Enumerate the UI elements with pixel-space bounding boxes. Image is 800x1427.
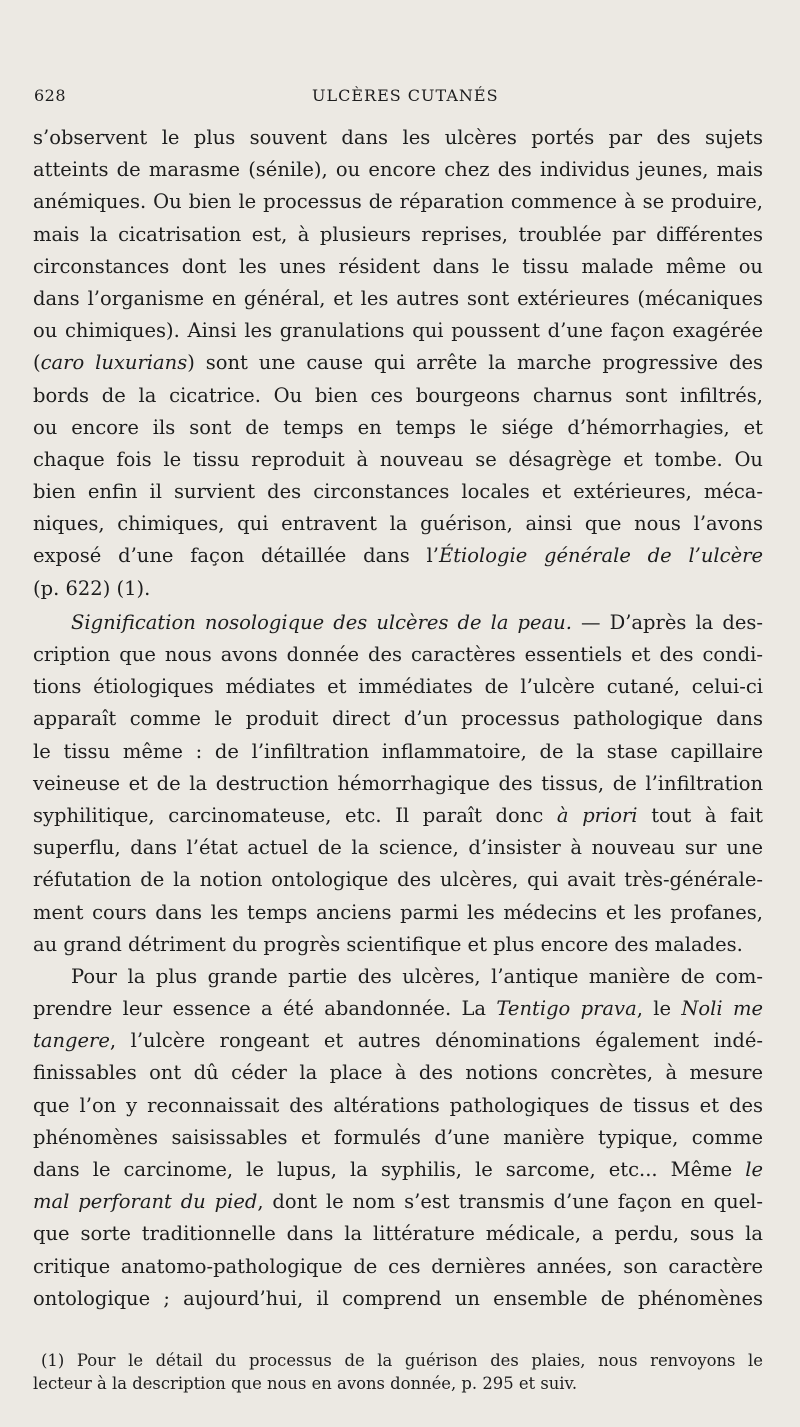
text-line: exposé d’une façon détaillée dans l’Étiologie générale de l’ulcère — [33, 544, 763, 568]
text-line: s’observent le plus souvent dans les ulcères portés par des sujets — [33, 126, 763, 149]
text-line: dans l’organisme en général, et les autres sont extérieures (mécaniques — [33, 286, 763, 310]
body-text — [33, 122, 763, 1315]
footnote-line: (1) Pour le détail du processus de la guérison des plaies, nous renvoyons le — [41, 1351, 763, 1370]
text-line: apparaît comme le produit direct d’un processus pathologique dans — [33, 707, 763, 731]
running-head: ULCÈRES CUTANÉS — [312, 86, 499, 105]
text-line: phénomènes saisissables et formulés d’une manière typique, comme — [33, 1125, 763, 1149]
text-line: tangere, l’ulcère rongeant et autres dénominations également indé- — [33, 1029, 763, 1053]
text-line: ontologique ; aujourd’hui, il comprend un ensemble de phénomènes — [33, 1286, 763, 1310]
text-line: que sorte traditionnelle dans la littérature médicale, a perdu, sous la — [33, 1222, 763, 1246]
text-line: (p. 622) (1). — [33, 576, 151, 600]
text-line: niques, chimiques, qui entravent la guérison, ainsi que nous l’avons — [33, 512, 763, 536]
text-line: prendre leur essence a été abandonnée. La Tentigo prava, le Noli me — [33, 997, 764, 1021]
text-line: veineuse et de la destruction hémorrhagique des tissus, de l’infiltration — [33, 771, 763, 795]
text-line: mal perforant du pied, dont le nom s’est transmis d’une façon en quel- — [33, 1190, 763, 1214]
footnote — [33, 1350, 763, 1395]
text-line: superflu, dans l’état actuel de la science, d’insister à nouveau sur une — [33, 836, 763, 860]
footnote-line: lecteur à la description que nous en avons donnée, p. 295 et suiv. — [33, 1373, 578, 1393]
text-line: ou encore ils sont de temps en temps le siége d’hémorrhagies, et — [33, 415, 763, 439]
text-line: ou chimiques). Ainsi les granulations qui poussent d’une façon exagérée — [33, 319, 763, 343]
text-line: ment cours dans les temps anciens parmi les médecins et les profanes, — [33, 900, 763, 924]
paragraph-start-line: Pour la plus grande partie des ulcères, l’antique manière de com- — [71, 964, 763, 988]
text-line: au grand détriment du progrès scientifique et plus encore des malades. — [33, 932, 743, 956]
text-line: anémiques. Ou bien le processus de réparation commence à se produire, — [33, 190, 763, 214]
text-line: réfutation de la notion ontologique des ulcères, qui avait très-générale- — [33, 868, 763, 892]
page-header — [34, 86, 764, 108]
text-line: critique anatomo-pathologique de ces dernières années, son caractère — [33, 1254, 763, 1278]
text-line: que l’on y reconnaissait des altérations pathologiques de tissus et des — [33, 1093, 763, 1117]
text-line: syphilitique, carcinomateuse, etc. Il paraît donc à priori tout à fait — [33, 803, 764, 827]
text-line: bords de la cicatrice. Ou bien ces bourgeons charnus sont infiltrés, — [33, 383, 763, 407]
page-number: 628 — [34, 86, 67, 105]
text-line: tions étiologiques médiates et immédiates de l’ulcère cutané, celui-ci — [33, 675, 763, 699]
text-line: chaque fois le tissu reproduit à nouveau se désagrège et tombe. Ou — [33, 447, 763, 471]
text-line: dans le carcinome, le lupus, la syphilis, le sarcome, etc... Même le — [33, 1158, 763, 1181]
text-line: finissables ont dû céder la place à des notions concrètes, à mesure — [33, 1061, 763, 1085]
text-line: atteints de marasme (sénile), ou encore chez des individus jeunes, mais — [33, 158, 763, 182]
text-line: le tissu même : de l’infiltration inflammatoire, de la stase capillaire — [33, 739, 763, 763]
text-line: mais la cicatrisation est, à plusieurs reprises, troublée par différentes — [33, 222, 763, 246]
text-line: bien enfin il survient des circonstances locales et extérieures, méca- — [33, 480, 763, 504]
section-heading-line: Signification nosologique des ulcères de la peau. — D’après la des- — [71, 610, 763, 634]
text-line: cription que nous avons donnée des caractères essentiels et des condi- — [33, 643, 763, 666]
text-line: circonstances dont les unes résident dans le tissu malade même ou — [33, 254, 763, 278]
text-line: (caro luxurians) sont une cause qui arrête la marche progressive des — [33, 351, 763, 375]
